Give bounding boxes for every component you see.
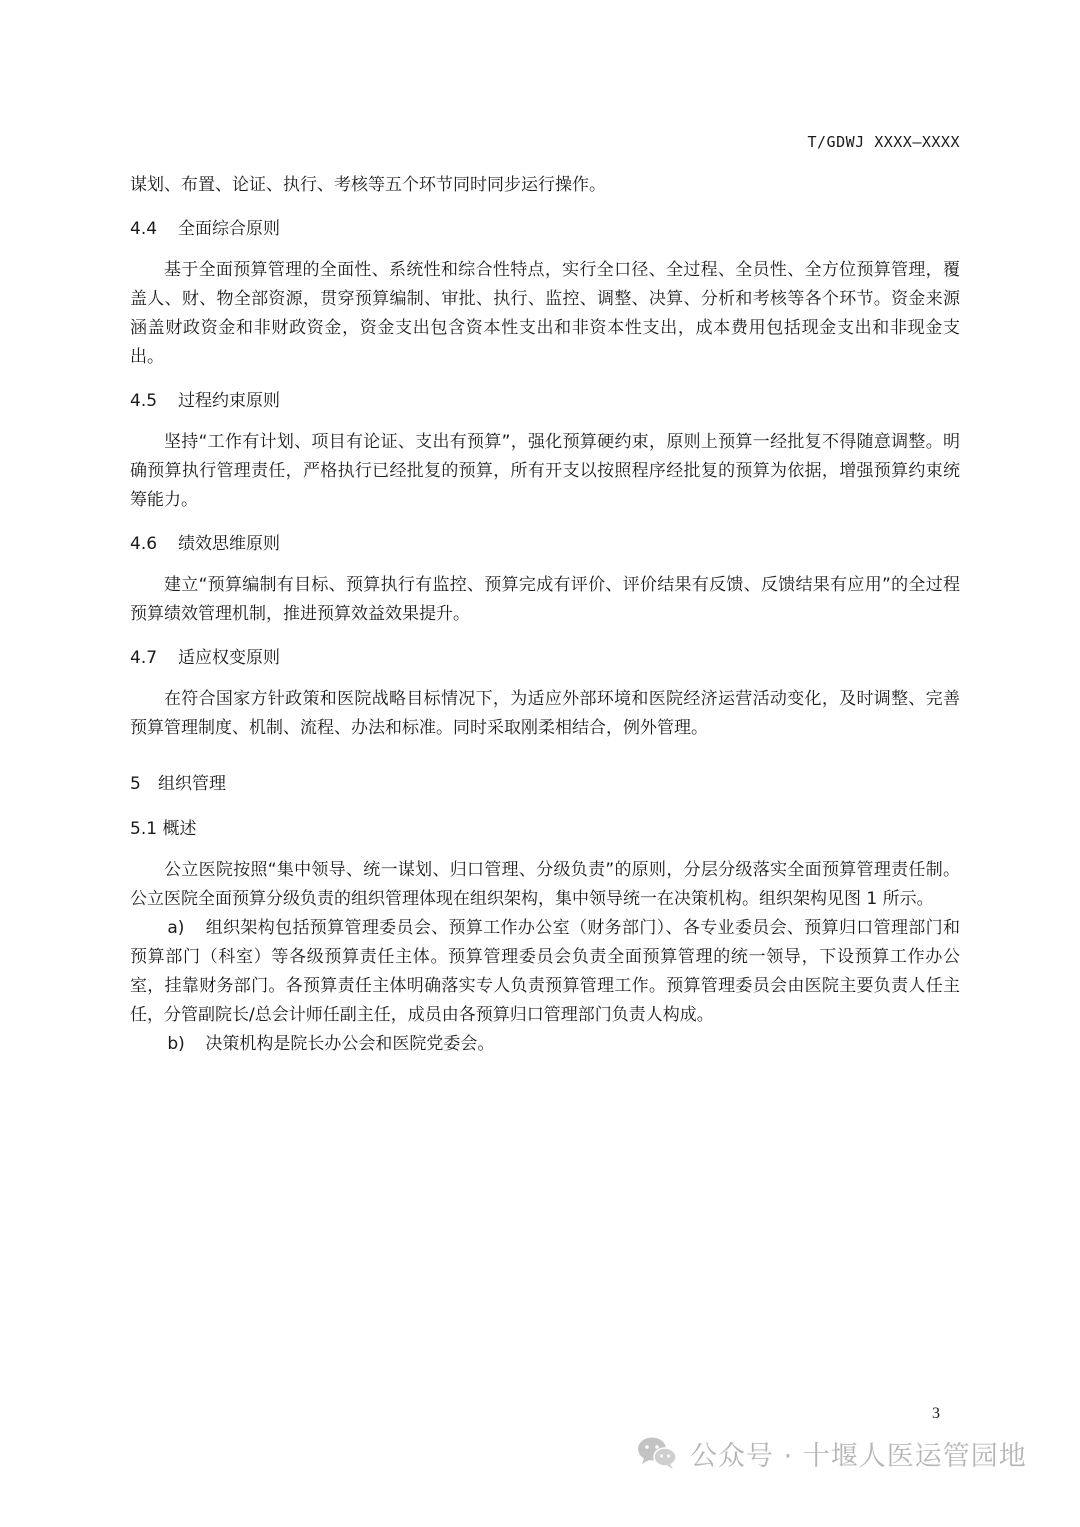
section-paragraph: 坚持“工作有计划、项目有论证、支出有预算”，强化预算硬约束，原则上预算一经批复不得随意调整。明确预算执行管理责任，严格执行已经批复的预算，所有开支以按照程序经批复的预算为依据，增强预算约束统筹能力。 [130, 432, 960, 510]
section-title: 绩效思维原则 [178, 534, 280, 554]
list-item-a [130, 914, 960, 1030]
watermark-text: 公众号 · 十堰人医运管园地 [690, 1440, 1027, 1472]
section-heading-4-5 [130, 387, 960, 416]
section-heading-4-7 [130, 644, 960, 673]
document-code: T/GDWJ XXXX—XXXX [807, 133, 960, 151]
list-item-label: a) [167, 918, 185, 938]
list-item-b [130, 1030, 960, 1059]
list-item-text: 组织架构包括预算管理委员会、预算工作办公室（财务部门）、各专业委员会、预算归口管理部门和预算部门（科室）等各级预算责任主体。预算管理委员会负责全面预算管理的统一领导，下设预算工作办公室，挂靠财务部门。各预算责任主体明确落实专人负责预算管理工作。预算管理委员会由医院主要负责人任主任，分管副院长/总会计师任副主任，成员由各预算归口管理部门负责人构成。 [130, 918, 960, 1025]
section-paragraph: 建立“预算编制有目标、预算执行有监控、预算完成有评价、评价结果有反馈、反馈结果有应用”的全过程预算绩效管理机制，推进预算效益效果提升。 [130, 575, 960, 624]
section-number: 4.6 [130, 534, 158, 554]
list-item-text: 决策机构是院长办公会和医院党委会。 [205, 1034, 495, 1054]
section-title: 适应权变原则 [178, 648, 280, 668]
section-number: 4.4 [130, 219, 158, 239]
section-paragraph: 在符合国家方针政策和医院战略目标情况下，为适应外部环境和医院经济运营活动变化，及时调整、完善预算管理制度、机制、流程、办法和标准。同时采取刚柔相结合，例外管理。 [130, 689, 960, 738]
section-title: 全面综合原则 [178, 219, 280, 239]
section-number: 4.5 [130, 391, 158, 411]
section-heading-4-6 [130, 530, 960, 559]
wechat-icon [636, 1435, 678, 1471]
document-body [130, 171, 960, 1059]
page-number: 3 [932, 1405, 940, 1422]
continued-paragraph: 谋划、布置、论证、执行、考核等五个环节同时同步运行操作。 [130, 175, 606, 195]
chapter-number: 5 [130, 774, 141, 794]
subsection-intro: 公立医院按照“集中领导、统一谋划、归口管理、分级负责”的原则，分层分级落实全面预算管理责任制。公立医院全面预算分级负责的组织管理体现在组织架构，集中领导统一在决策机构。组织架构见图 1 所示。 [130, 860, 960, 909]
section-number: 4.7 [130, 648, 158, 668]
section-title: 过程约束原则 [178, 391, 280, 411]
watermark [636, 1428, 1027, 1478]
chapter-heading-5 [130, 770, 960, 799]
list-item-label: b) [167, 1034, 185, 1054]
section-paragraph: 基于全面预算管理的全面性、系统性和综合性特点，实行全口径、全过程、全员性、全方位预算管理，覆盖人、财、物全部资源，贯穿预算编制、审批、执行、监控、调整、决算、分析和考核等各个环节。资金来源涵盖财政资金和非财政资金，资金支出包含资本性支出和非资本性支出，成本费用包括现金支出和非现金支出。 [130, 260, 960, 367]
section-heading-4-4 [130, 215, 960, 244]
chapter-title: 组织管理 [158, 774, 226, 794]
subsection-heading-5-1: 5.1 概述 [130, 819, 197, 839]
